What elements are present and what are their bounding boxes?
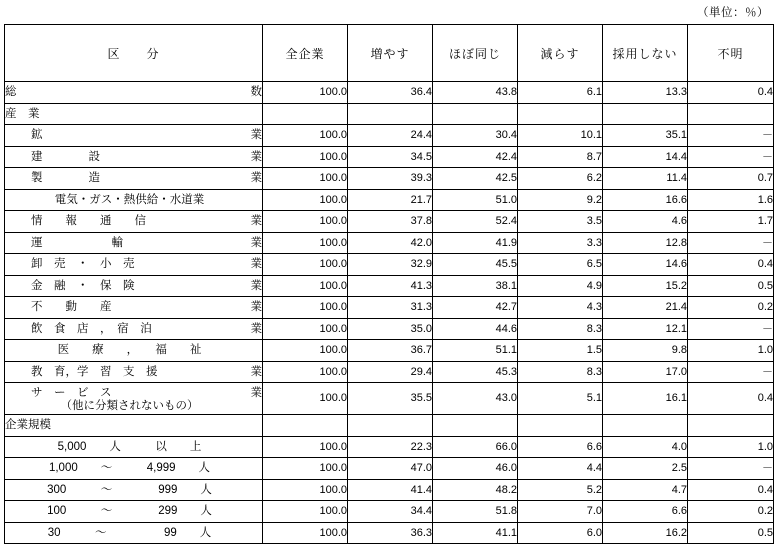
cell-decrease: 7.0: [518, 501, 603, 523]
cell-increase: 31.3: [348, 297, 433, 319]
cell-all-companies: 100.0: [263, 232, 348, 254]
table-row: [5, 415, 774, 437]
cell-all-companies: 100.0: [263, 146, 348, 168]
cell-about-same: 66.0: [433, 436, 518, 458]
cell-decrease: 10.1: [518, 125, 603, 147]
cell-increase: 37.8: [348, 211, 433, 233]
cell-unknown: [688, 103, 774, 125]
cell-no-hiring: 4.0: [603, 436, 688, 458]
cell-no-hiring: 15.2: [603, 275, 688, 297]
row-label: 飲 食 店 ， 宿 泊 業: [5, 318, 263, 340]
cell-about-same: 51.1: [433, 340, 518, 362]
cell-decrease: 6.1: [518, 82, 603, 104]
cell-decrease: 8.3: [518, 361, 603, 383]
cell-no-hiring: 14.6: [603, 254, 688, 276]
row-label: 医 療 ， 福 祉: [5, 340, 263, 362]
cell-decrease: 3.5: [518, 211, 603, 233]
cell-no-hiring: 4.7: [603, 479, 688, 501]
cell-decrease: 6.0: [518, 522, 603, 544]
cell-all-companies: 100.0: [263, 211, 348, 233]
row-label: 教 育，学 習 支 援 業: [5, 361, 263, 383]
cell-decrease: 6.5: [518, 254, 603, 276]
cell-increase: 39.3: [348, 168, 433, 190]
table-row: [5, 361, 774, 383]
cell-no-hiring: 35.1: [603, 125, 688, 147]
cell-no-hiring: 4.6: [603, 211, 688, 233]
cell-no-hiring: 16.2: [603, 522, 688, 544]
cell-decrease: 8.3: [518, 318, 603, 340]
cell-increase: 35.0: [348, 318, 433, 340]
cell-all-companies: 100.0: [263, 479, 348, 501]
cell-no-hiring: 16.1: [603, 383, 688, 415]
cell-all-companies: 100.0: [263, 189, 348, 211]
cell-no-hiring: [603, 415, 688, 437]
row-label: 鉱 業: [5, 125, 263, 147]
cell-all-companies: 100.0: [263, 297, 348, 319]
cell-unknown: 0.5: [688, 275, 774, 297]
cell-about-same: 51.0: [433, 189, 518, 211]
cell-increase: 29.4: [348, 361, 433, 383]
cell-all-companies: 100.0: [263, 522, 348, 544]
cell-all-companies: 100.0: [263, 501, 348, 523]
cell-increase: [348, 103, 433, 125]
cell-about-same: 45.5: [433, 254, 518, 276]
cell-all-companies: 100.0: [263, 275, 348, 297]
cell-no-hiring: 21.4: [603, 297, 688, 319]
cell-unknown: 1.0: [688, 340, 774, 362]
cell-about-same: 46.0: [433, 458, 518, 480]
row-label: 建 設 業: [5, 146, 263, 168]
table-row: [5, 340, 774, 362]
column-header-increase: 増やす: [348, 25, 433, 82]
cell-all-companies: 100.0: [263, 340, 348, 362]
cell-no-hiring: 2.5: [603, 458, 688, 480]
table-header: [5, 25, 774, 82]
cell-no-hiring: 6.6: [603, 501, 688, 523]
cell-decrease: 3.3: [518, 232, 603, 254]
row-label: 企業規模: [5, 415, 263, 437]
cell-about-same: 42.5: [433, 168, 518, 190]
cell-decrease: 8.7: [518, 146, 603, 168]
cell-unknown: －: [688, 458, 774, 480]
cell-no-hiring: [603, 103, 688, 125]
cell-all-companies: 100.0: [263, 436, 348, 458]
cell-decrease: 9.2: [518, 189, 603, 211]
cell-about-same: 41.1: [433, 522, 518, 544]
cell-increase: 22.3: [348, 436, 433, 458]
cell-all-companies: 100.0: [263, 458, 348, 480]
cell-increase: 36.7: [348, 340, 433, 362]
cell-no-hiring: 12.1: [603, 318, 688, 340]
cell-unknown: 1.0: [688, 436, 774, 458]
cell-about-same: [433, 103, 518, 125]
cell-decrease: 4.4: [518, 458, 603, 480]
cell-decrease: 1.5: [518, 340, 603, 362]
row-label: 製 造 業: [5, 168, 263, 190]
cell-unknown: 0.5: [688, 522, 774, 544]
cell-all-companies: 100.0: [263, 383, 348, 415]
cell-all-companies: 100.0: [263, 125, 348, 147]
table-body: [5, 82, 774, 544]
header-row: [5, 25, 774, 82]
cell-increase: 41.4: [348, 479, 433, 501]
column-header-about-same: ほぼ同じ: [433, 25, 518, 82]
column-header-all-companies: 全企業: [263, 25, 348, 82]
cell-unknown: 0.2: [688, 297, 774, 319]
row-label: 300 ～ 999 人: [5, 479, 263, 501]
cell-no-hiring: 12.8: [603, 232, 688, 254]
column-header-decrease: 減らす: [518, 25, 603, 82]
cell-about-same: 51.8: [433, 501, 518, 523]
cell-about-same: 30.4: [433, 125, 518, 147]
cell-all-companies: [263, 103, 348, 125]
cell-about-same: [433, 415, 518, 437]
row-label: 100 ～ 299 人: [5, 501, 263, 523]
cell-about-same: 41.9: [433, 232, 518, 254]
cell-about-same: 43.0: [433, 383, 518, 415]
row-label: 産 業: [5, 103, 263, 125]
cell-unknown: －: [688, 232, 774, 254]
column-header-no-hiring: 採用しない: [603, 25, 688, 82]
table-row: [5, 436, 774, 458]
column-header-division: 区 分: [5, 25, 263, 82]
cell-unknown: 1.7: [688, 211, 774, 233]
row-label: 電気・ガス・熱供給・水道業: [5, 189, 263, 211]
row-label: 不 動 産 業: [5, 297, 263, 319]
table-row: [5, 479, 774, 501]
row-label: 金 融 ・ 保 険 業: [5, 275, 263, 297]
cell-unknown: 0.4: [688, 82, 774, 104]
table-row: [5, 383, 774, 415]
table-row: [5, 501, 774, 523]
cell-increase: 35.5: [348, 383, 433, 415]
cell-unknown: 0.4: [688, 479, 774, 501]
cell-unknown: 0.4: [688, 254, 774, 276]
cell-no-hiring: 9.8: [603, 340, 688, 362]
cell-about-same: 42.4: [433, 146, 518, 168]
cell-all-companies: 100.0: [263, 82, 348, 104]
table-row: [5, 103, 774, 125]
statistics-table: [4, 24, 774, 544]
table-row: [5, 125, 774, 147]
cell-increase: 41.3: [348, 275, 433, 297]
cell-increase: 36.4: [348, 82, 433, 104]
cell-decrease: 6.6: [518, 436, 603, 458]
row-label: 30 ～ 99 人: [5, 522, 263, 544]
row-label: 1,000 ～ 4,999 人: [5, 458, 263, 480]
cell-unknown: 0.2: [688, 501, 774, 523]
cell-about-same: 44.6: [433, 318, 518, 340]
row-label: 5,000 人 以 上: [5, 436, 263, 458]
cell-increase: 24.4: [348, 125, 433, 147]
cell-unknown: [688, 415, 774, 437]
cell-unknown: －: [688, 361, 774, 383]
cell-unknown: －: [688, 146, 774, 168]
cell-no-hiring: 13.3: [603, 82, 688, 104]
cell-all-companies: [263, 415, 348, 437]
cell-about-same: 48.2: [433, 479, 518, 501]
row-label: 総 数: [5, 82, 263, 104]
cell-increase: 42.0: [348, 232, 433, 254]
cell-decrease: [518, 103, 603, 125]
row-label: サ ー ビ ス 業 （他に分類されないもの）: [5, 383, 263, 415]
cell-increase: 47.0: [348, 458, 433, 480]
cell-all-companies: 100.0: [263, 168, 348, 190]
table-row: [5, 297, 774, 319]
table-row: [5, 168, 774, 190]
cell-decrease: 6.2: [518, 168, 603, 190]
row-label: 情 報 通 信 業: [5, 211, 263, 233]
cell-decrease: 5.1: [518, 383, 603, 415]
cell-unknown: 0.4: [688, 383, 774, 415]
table-row: [5, 146, 774, 168]
cell-unknown: －: [688, 125, 774, 147]
cell-no-hiring: 17.0: [603, 361, 688, 383]
table-row: [5, 275, 774, 297]
cell-increase: 21.7: [348, 189, 433, 211]
table-row: [5, 318, 774, 340]
cell-unknown: 0.7: [688, 168, 774, 190]
cell-decrease: 4.3: [518, 297, 603, 319]
cell-decrease: [518, 415, 603, 437]
cell-no-hiring: 16.6: [603, 189, 688, 211]
table-row: [5, 458, 774, 480]
cell-increase: [348, 415, 433, 437]
table-row: [5, 254, 774, 276]
cell-increase: 34.5: [348, 146, 433, 168]
table-row: [5, 232, 774, 254]
cell-no-hiring: 11.4: [603, 168, 688, 190]
column-header-unknown: 不明: [688, 25, 774, 82]
cell-all-companies: 100.0: [263, 361, 348, 383]
cell-increase: 32.9: [348, 254, 433, 276]
table-row: [5, 82, 774, 104]
cell-all-companies: 100.0: [263, 318, 348, 340]
cell-no-hiring: 14.4: [603, 146, 688, 168]
cell-about-same: 43.8: [433, 82, 518, 104]
cell-about-same: 38.1: [433, 275, 518, 297]
table-row: [5, 211, 774, 233]
cell-unknown: －: [688, 318, 774, 340]
cell-unknown: 1.6: [688, 189, 774, 211]
cell-increase: 36.3: [348, 522, 433, 544]
table-row: [5, 189, 774, 211]
cell-decrease: 4.9: [518, 275, 603, 297]
cell-about-same: 42.7: [433, 297, 518, 319]
row-label: 卸 売 ・ 小 売 業: [5, 254, 263, 276]
row-label: 運 輸 業: [5, 232, 263, 254]
cell-about-same: 45.3: [433, 361, 518, 383]
unit-note: （単位：％）: [697, 7, 769, 19]
cell-increase: 34.4: [348, 501, 433, 523]
cell-all-companies: 100.0: [263, 254, 348, 276]
cell-about-same: 52.4: [433, 211, 518, 233]
cell-decrease: 5.2: [518, 479, 603, 501]
